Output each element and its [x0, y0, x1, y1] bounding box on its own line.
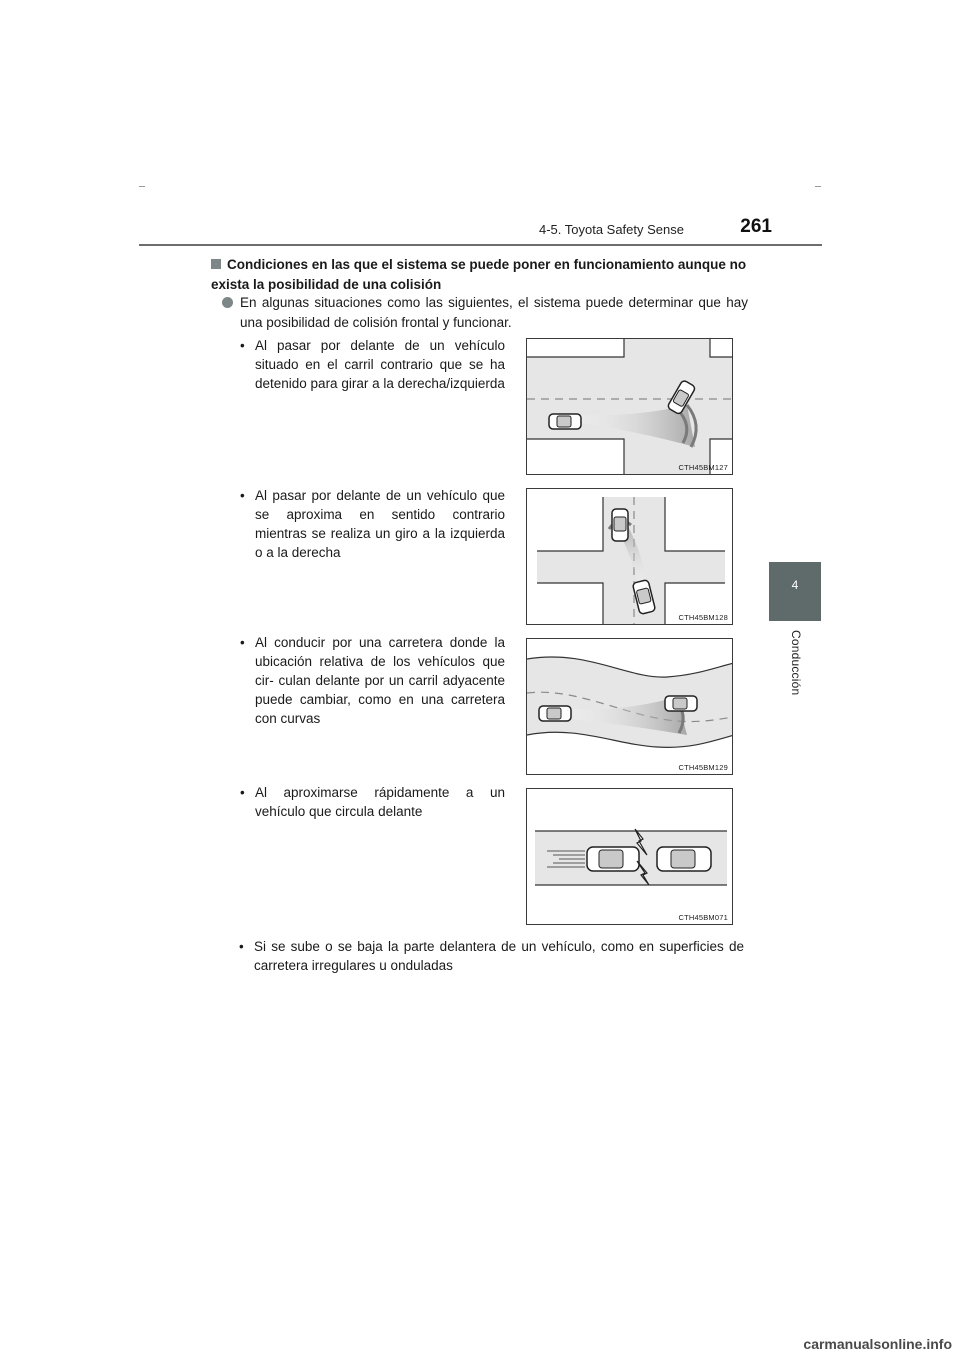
bullet-mark: • — [240, 635, 245, 650]
figure-intersection-stopped-vehicle — [526, 338, 733, 475]
car-icon — [587, 847, 639, 871]
list-item — [240, 633, 505, 728]
header-rule — [139, 244, 822, 246]
intro-text: En algunas situaciones como las siguientes, el sistema puede determinar que hay una posibilidad de colisión frontal y funcionar. — [240, 295, 748, 330]
figure-turning-oncoming-vehicle — [526, 488, 733, 625]
car-icon — [549, 414, 581, 429]
approach-illustration — [527, 789, 733, 925]
chapter-label: Conducción — [789, 630, 803, 696]
figure-code: CTH45BM129 — [678, 763, 728, 772]
bullet-mark: • — [240, 488, 245, 503]
figure-code: CTH45BM127 — [678, 463, 728, 472]
running-header-section: 4-5. Toyota Safety Sense — [538, 222, 684, 237]
list-item — [240, 783, 505, 821]
bullet-mark: • — [240, 785, 245, 800]
car-icon — [539, 706, 571, 721]
bullet-mark: • — [239, 939, 244, 954]
oncoming-car-icon — [612, 509, 628, 541]
square-bullet-icon — [211, 259, 221, 269]
list-item — [239, 937, 744, 975]
figure-code: CTH45BM128 — [678, 613, 728, 622]
list-item-text: Al pasar por delante de un vehículo que se aproxima en sentido contrario mientras se realiza un giro a la izquierda o a la derecha — [255, 488, 505, 560]
figure-code: CTH45BM071 — [678, 913, 728, 922]
list-item-text: Al conducir por una carretera donde la ubicación relativa de los vehículos que cir- culan delante por un carril adyacente puede cambiar, como en una carretera con curvas — [255, 635, 505, 726]
intro-paragraph — [224, 293, 748, 333]
page-number: 261 — [740, 216, 772, 237]
list-item-text: Si se sube o se baja la parte delantera de un vehículo, como en superficies de carretera irregulares u onduladas — [254, 939, 744, 973]
intersection-illustration — [527, 339, 733, 475]
crop-mark-left — [139, 186, 145, 187]
turn-illustration — [527, 489, 733, 625]
list-item — [240, 336, 505, 393]
chapter-tab: 4 — [769, 562, 821, 621]
watermark: carmanualsonline.info — [803, 1336, 952, 1352]
adjacent-car-icon — [665, 696, 697, 711]
bullet-mark: • — [240, 338, 245, 353]
crop-mark-right — [815, 186, 821, 187]
list-item-text: Al pasar por delante de un vehículo situado en el carril contrario que se ha detenido para girar a la derecha/izquierda — [255, 338, 505, 391]
section-heading — [211, 255, 756, 295]
leading-car-icon — [657, 847, 711, 871]
curve-illustration — [527, 639, 733, 775]
figure-rapid-approach — [526, 788, 733, 925]
section-heading-text: Condiciones en las que el sistema se puede poner en funcionamiento aunque no exista la posibilidad de una colisión — [211, 257, 747, 292]
figure-curved-road — [526, 638, 733, 775]
round-bullet-icon — [222, 297, 233, 308]
list-item — [240, 486, 505, 562]
list-item-text: Al aproximarse rápidamente a un vehículo que circula delante — [255, 785, 505, 819]
